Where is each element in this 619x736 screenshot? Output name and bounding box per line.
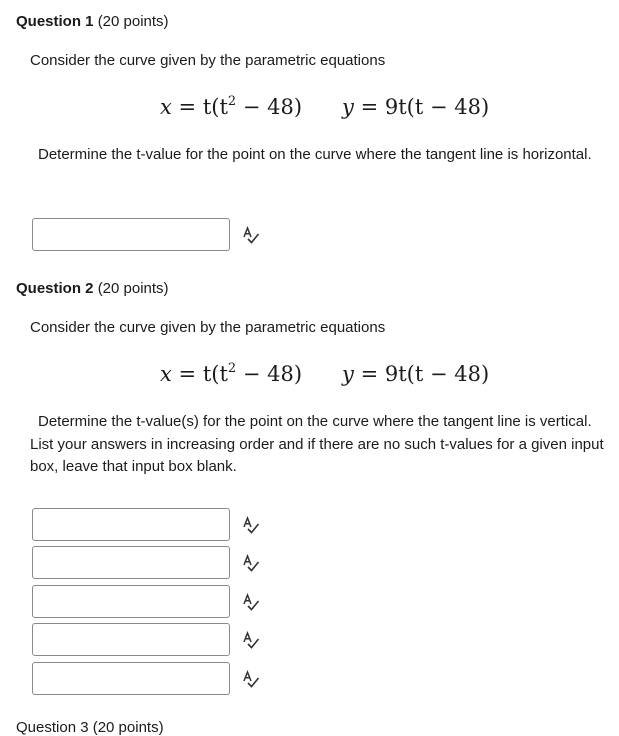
question-1-intro: Consider the curve given by the parametric equations [30, 52, 386, 69]
question-2-prompt: Determine the t-value(s) for the point on the curve where the tangent line is vertical. List your answers in increasing order and if there are no such t-values for a given input box, leave that input box blank. [30, 413, 604, 475]
question-number: Question 1 [16, 13, 94, 30]
spellcheck-icon[interactable] [242, 554, 260, 572]
spellcheck-icon[interactable] [242, 631, 260, 649]
answer-input-1[interactable] [32, 218, 230, 251]
equation-y: y = 9t(t − 48) [342, 362, 490, 386]
question-1-equations [0, 95, 619, 121]
question-2-heading [16, 280, 169, 297]
question-2-intro: Consider the curve given by the parametric equations [30, 319, 386, 336]
answer-input-2-5[interactable] [32, 662, 230, 695]
question-points: (20 points) [97, 13, 169, 30]
equation-y: y = 9t(t − 48) [342, 95, 490, 119]
question-1-prompt: Determine the t-value for the point on the curve where the tangent line is horizontal. [38, 146, 592, 163]
spellcheck-icon[interactable] [242, 670, 260, 688]
spellcheck-icon[interactable] [242, 226, 260, 244]
answer-input-2-4[interactable] [32, 623, 230, 656]
equation-x: $x = t(t^2 - 48)$ [160, 94, 303, 119]
answer-input-2-2[interactable] [32, 546, 230, 579]
answer-input-2-3[interactable] [32, 585, 230, 618]
question-1-heading [16, 13, 169, 30]
equation-x: $x = t(t^2 - 48)$ [160, 361, 303, 386]
question-2-equations [0, 362, 619, 388]
question-points: (20 points) [97, 280, 169, 297]
question-number: Question 2 [16, 280, 94, 297]
spellcheck-icon[interactable] [242, 516, 260, 534]
question-3-heading-partial: Question 3 (20 points) [16, 719, 164, 736]
answer-input-2-1[interactable] [32, 508, 230, 541]
spellcheck-icon[interactable] [242, 593, 260, 611]
